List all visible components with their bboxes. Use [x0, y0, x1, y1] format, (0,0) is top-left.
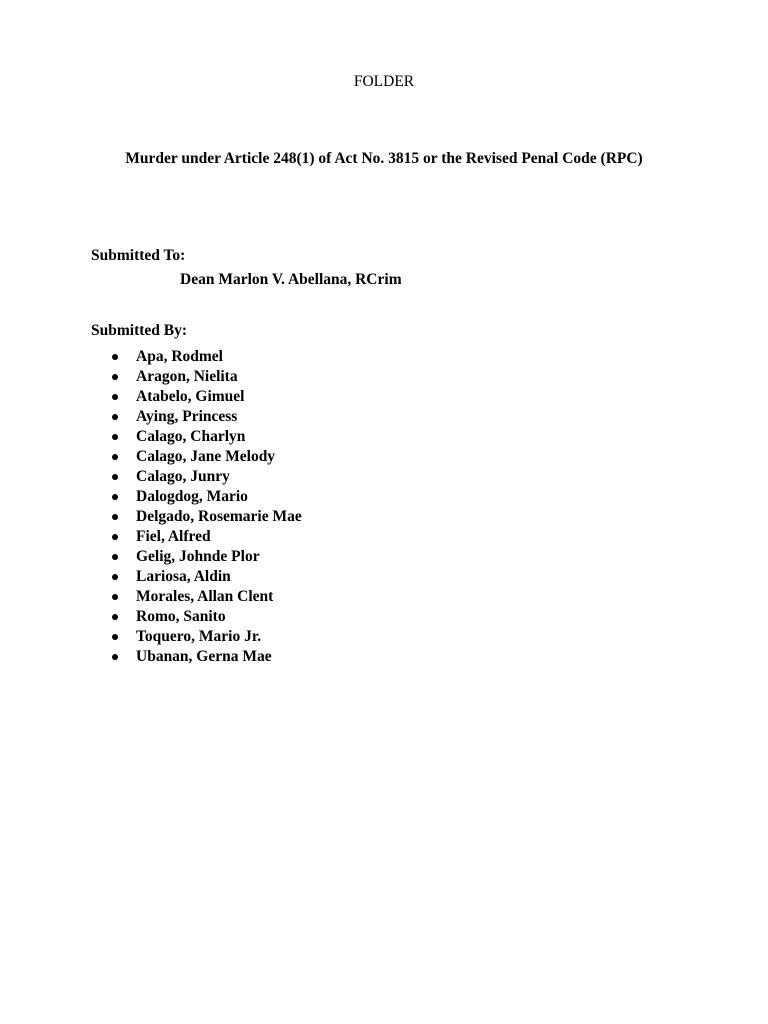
document-title: Murder under Article 248(1) of Act No. 3815 or the Revised Penal Code (RPC)	[125, 150, 643, 167]
members-list	[110, 347, 302, 667]
bullet-icon	[112, 414, 118, 420]
member-name: Ubanan, Gerna Mae	[136, 648, 272, 665]
member-name: Calago, Junry	[136, 468, 230, 485]
member-name: Calago, Jane Melody	[136, 448, 276, 465]
bullet-icon	[112, 494, 118, 500]
list-item	[110, 647, 302, 667]
member-name: Atabelo, Gimuel	[136, 388, 245, 405]
member-name: Aragon, Nielita	[136, 368, 238, 385]
bullet-icon	[112, 374, 118, 380]
member-name: Delgado, Rosemarie Mae	[136, 508, 302, 525]
list-item	[110, 387, 302, 407]
submitted-to-name: Dean Marlon V. Abellana, RCrim	[180, 271, 402, 288]
list-item	[110, 547, 302, 567]
list-item	[110, 347, 302, 367]
list-item	[110, 427, 302, 447]
bullet-icon	[112, 534, 118, 540]
member-name: Dalogdog, Mario	[136, 488, 248, 505]
list-item	[110, 407, 302, 427]
folder-label: FOLDER	[353, 73, 415, 90]
bullet-icon	[112, 594, 118, 600]
bullet-icon	[112, 394, 118, 400]
member-name: Lariosa, Aldin	[136, 568, 231, 585]
bullet-icon	[112, 434, 118, 440]
member-name: Morales, Allan Clent	[136, 588, 274, 605]
member-name: Aying, Princess	[136, 408, 238, 425]
bullet-icon	[112, 634, 118, 640]
list-item	[110, 627, 302, 647]
bullet-icon	[112, 354, 118, 360]
list-item	[110, 447, 302, 467]
list-item	[110, 487, 302, 507]
member-name: Apa, Rodmel	[136, 348, 223, 365]
member-name: Romo, Sanito	[136, 608, 226, 625]
bullet-icon	[112, 614, 118, 620]
list-item	[110, 527, 302, 547]
bullet-icon	[112, 454, 118, 460]
list-item	[110, 367, 302, 387]
submitted-to-label: Submitted To:	[91, 247, 186, 264]
member-name: Calago, Charlyn	[136, 428, 246, 445]
member-name: Gelig, Johnde Plor	[136, 548, 260, 565]
member-name: Fiel, Alfred	[136, 528, 211, 545]
bullet-icon	[112, 574, 118, 580]
bullet-icon	[112, 474, 118, 480]
list-item	[110, 607, 302, 627]
submitted-by-label: Submitted By:	[91, 322, 188, 339]
list-item	[110, 587, 302, 607]
list-item	[110, 467, 302, 487]
bullet-icon	[112, 514, 118, 520]
list-item	[110, 507, 302, 527]
bullet-icon	[112, 554, 118, 560]
bullet-icon	[112, 654, 118, 660]
member-name: Toquero, Mario Jr.	[136, 628, 262, 645]
list-item	[110, 567, 302, 587]
